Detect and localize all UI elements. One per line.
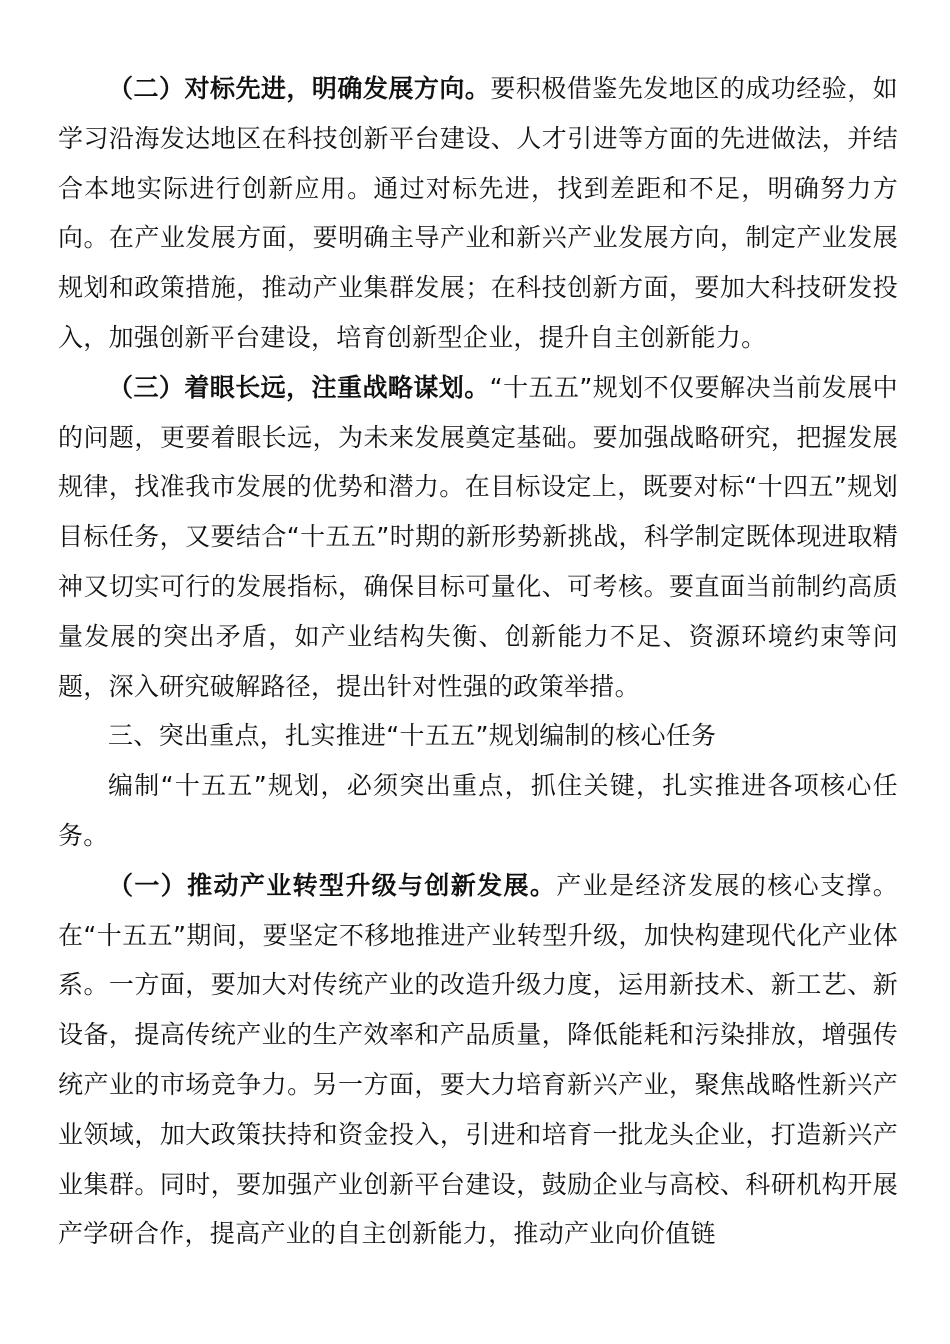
paragraph-long-term-strategy (58, 363, 898, 712)
paragraph-body: 编制“十五五”规划，必须突出重点，抓住关键，扎实推进各项核心任务。 (58, 771, 898, 850)
paragraph-body: 产业是经济发展的核心支撑。在“十五五”期间，要坚定不移地推进产业转型升级，加快构建现代化产业体系。一方面，要加大对传统产业的改造升级力度，运用新技术、新工艺、新设备，提高传统产业的生产效率和产品质量，降低能耗和污染排放，增强传统产业的市场竞争力。另一方面，要大力培育新兴产业，聚焦战略性新兴产业领域，加大政策扶持和资金投入，引进和培育一批龙头企业，打造新兴产业集群。同时，要加强产业创新平台建设，鼓励企业与高校、科研机构开展产学研合作，提高产业的自主创新能力，推动产业向价值链 (58, 870, 898, 1249)
document-page (58, 64, 898, 1259)
paragraph-heading: （三）着眼长远，注重战略谋划。 (108, 372, 490, 402)
section-heading-text: 三、突出重点，扎实推进“十五五”规划编制的核心任务 (108, 721, 717, 751)
paragraph-core-tasks-intro (58, 761, 898, 861)
paragraph-body: 要积极借鉴先发地区的成功经验，如学习沿海发达地区在科技创新平台建设、人才引进等方面的先进做法，并结合本地实际进行创新应用。通过对标先进，找到差距和不足，明确努力方向。在产业发展方面，要明确主导产业和新兴产业发展方向，制定产业发展规划和政策措施，推动产业集群发展；在科技创新方面，要加大科技研发投入，加强创新平台建设，培育创新型企业，提升自主创新能力。 (58, 74, 898, 352)
paragraph-heading: （一）推动产业转型升级与创新发展。 (108, 870, 557, 900)
paragraph-body: “十五五”规划不仅要解决当前发展中的问题，更要着眼长远，为未来发展奠定基础。要加强战略研究，把握发展规律，找准我市发展的优势和潜力。在目标设定上，既要对标“十四五”规划目标任务，又要结合“十五五”时期的新形势新挑战，科学制定既体现进取精神又切实可行的发展指标，确保目标可量化、可考核。要直面当前制约高质量发展的突出矛盾，如产业结构失衡、创新能力不足、资源环境约束等问题，深入研究破解路径，提出针对性强的政策举措。 (58, 372, 898, 701)
paragraph-industry-upgrade (58, 861, 898, 1259)
section-heading-core-tasks (58, 711, 898, 761)
paragraph-benchmark-advanced (58, 64, 898, 363)
paragraph-heading: （二）对标先进，明确发展方向。 (108, 74, 491, 103)
